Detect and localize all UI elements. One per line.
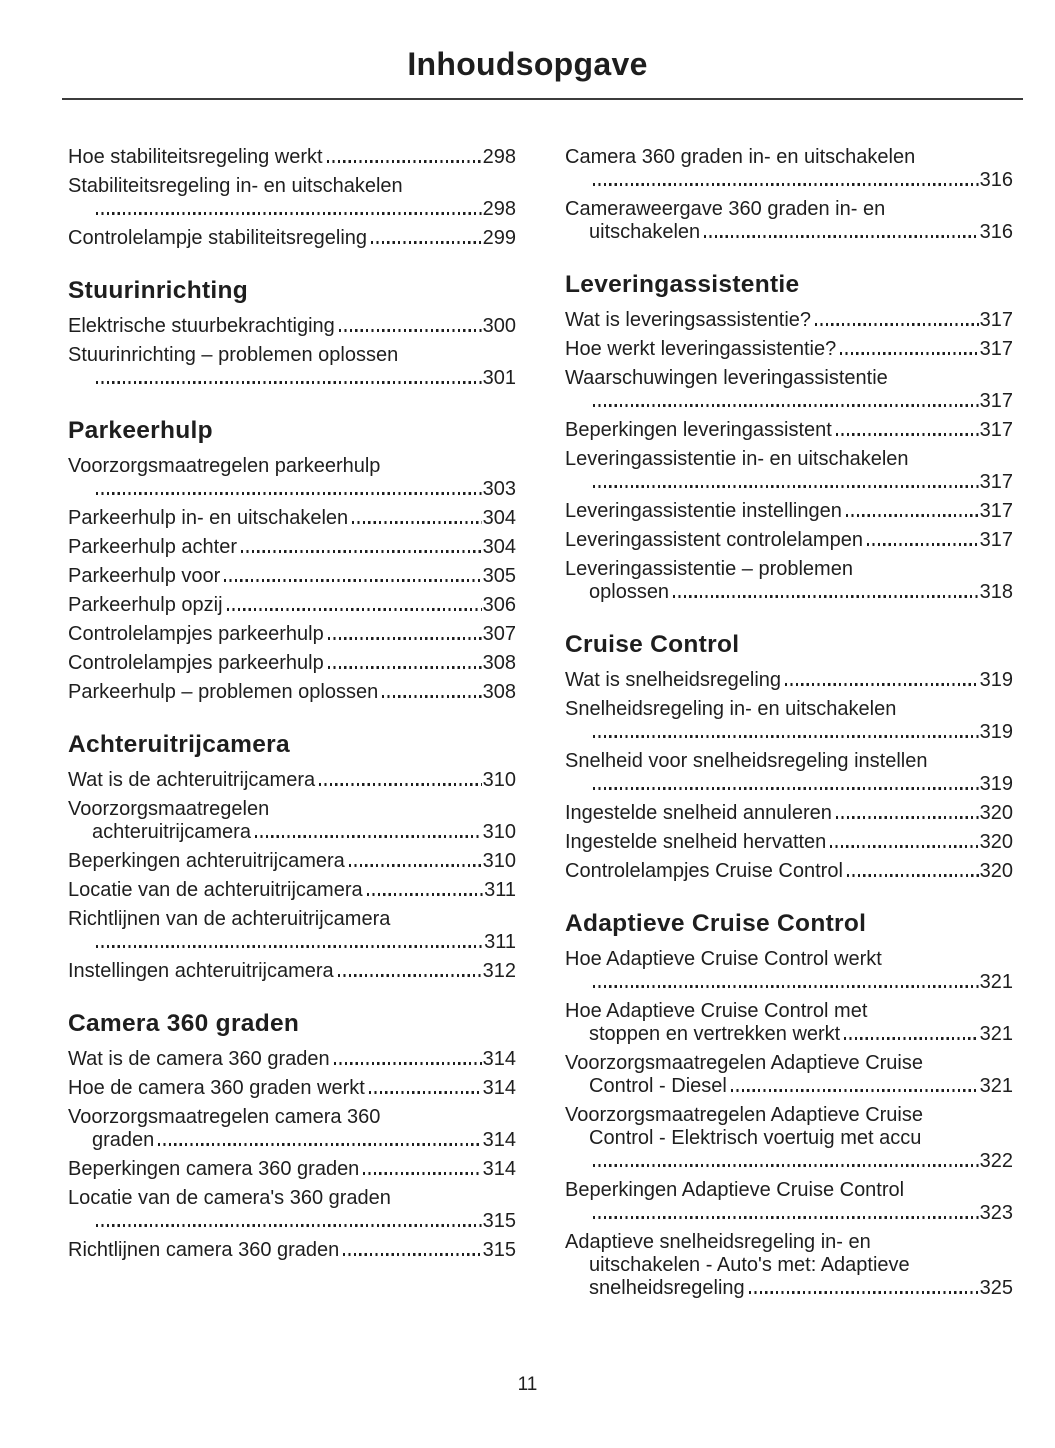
toc-entry-text: Locatie van de achteruitrijcamera	[68, 879, 363, 901]
dot-leader	[224, 579, 481, 582]
toc-line	[565, 558, 1013, 581]
dot-leader	[844, 1037, 978, 1040]
toc-entry-text: Stabiliteitsregeling in- en uitschakelen	[68, 175, 403, 197]
toc-entry-page: 298	[482, 198, 516, 220]
toc-entry-page: 310	[482, 850, 516, 872]
toc-line	[68, 821, 516, 844]
toc-entry-page: 304	[482, 507, 516, 529]
toc-entry-page: 304	[482, 536, 516, 558]
toc-line	[565, 1179, 1013, 1202]
toc-entry-text: Ingestelde snelheid annuleren	[565, 802, 832, 824]
toc-entry-text: Hoe Adaptieve Cruise Control met	[565, 1000, 868, 1022]
toc-entry-text: Beperkingen leveringassistent	[565, 419, 832, 441]
toc-entry	[68, 1106, 516, 1152]
toc-line	[565, 831, 1013, 854]
toc-entry	[565, 309, 1013, 332]
toc-line	[565, 1150, 1013, 1173]
toc-line	[68, 879, 516, 902]
dot-leader	[158, 1143, 481, 1146]
toc-line	[565, 367, 1013, 390]
toc-entry-text: Wat is de camera 360 graden	[68, 1048, 330, 1070]
toc-entry	[565, 198, 1013, 244]
toc-entry-text: snelheidsregeling	[589, 1277, 745, 1299]
toc-entry	[565, 669, 1013, 692]
toc-entry-page: 318	[979, 581, 1013, 603]
toc-entry-text: Voorzorgsmaatregelen	[68, 798, 270, 820]
dot-leader	[343, 1253, 481, 1256]
toc-line	[68, 1077, 516, 1100]
toc-entry-text: Ingestelde snelheid hervatten	[565, 831, 827, 853]
toc-line	[565, 669, 1013, 692]
toc-entry-text: Wat is snelheidsregeling	[565, 669, 782, 691]
toc-entry	[565, 948, 1013, 994]
toc-line	[565, 146, 1013, 169]
toc-entry	[565, 419, 1013, 442]
toc-entry-text: Controlelampje stabiliteitsregeling	[68, 227, 368, 249]
toc-line	[68, 315, 516, 338]
toc-line	[68, 536, 516, 559]
toc-columns	[0, 146, 1055, 1306]
toc-entry-page: 301	[482, 367, 516, 389]
toc-entry	[68, 1239, 516, 1262]
dot-leader	[593, 787, 979, 790]
toc-entry-text: oplossen	[589, 581, 670, 603]
dot-leader	[369, 1091, 482, 1094]
toc-entry-text: Wat is leveringsassistentie?	[565, 309, 812, 331]
toc-entry-page: 305	[482, 565, 516, 587]
toc-entry-page: 311	[484, 879, 516, 901]
toc-line	[565, 169, 1013, 192]
dot-leader	[338, 974, 482, 977]
dot-leader	[382, 695, 481, 698]
toc-entry-page: 317	[979, 338, 1013, 360]
toc-line	[68, 850, 516, 873]
dot-leader	[255, 835, 482, 838]
page-title: Inhoudsopgave	[407, 46, 648, 82]
toc-entry	[68, 315, 516, 338]
toc-entry-page: 320	[979, 831, 1013, 853]
toc-entry	[68, 960, 516, 983]
dot-leader	[846, 514, 979, 517]
dot-leader	[96, 381, 482, 384]
toc-entry-text: Beperkingen achteruitrijcamera	[68, 850, 345, 872]
toc-entry-text: Hoe de camera 360 graden werkt	[68, 1077, 365, 1099]
toc-line	[565, 721, 1013, 744]
section-heading: Stuurinrichting	[68, 277, 249, 304]
toc-entry-page: 316	[979, 169, 1013, 191]
dot-leader	[593, 183, 979, 186]
toc-entry	[68, 344, 516, 390]
toc-entry-text: Voorzorgsmaatregelen Adaptieve Cruise	[565, 1052, 923, 1074]
toc-entry-text: Parkeerhulp achter	[68, 536, 237, 558]
toc-entry-text: Adaptieve snelheidsregeling in- en	[565, 1231, 871, 1253]
toc-entry	[68, 1048, 516, 1071]
toc-line	[68, 681, 516, 704]
toc-entry-text: Leveringassistentie – problemen	[565, 558, 853, 580]
toc-entry-page: 317	[979, 471, 1013, 493]
dot-leader	[836, 816, 979, 819]
toc-entry-page: 322	[979, 1150, 1013, 1172]
toc-entry-text: achteruitrijcamera	[92, 821, 251, 843]
toc-line	[68, 198, 516, 221]
toc-entry-text: Parkeerhulp opzij	[68, 594, 223, 616]
toc-line	[68, 623, 516, 646]
toc-entry-page: 317	[979, 309, 1013, 331]
toc-line	[68, 507, 516, 530]
toc-entry-page: 319	[979, 773, 1013, 795]
toc-entry	[68, 623, 516, 646]
toc-line	[565, 419, 1013, 442]
toc-entry-page: 323	[979, 1202, 1013, 1224]
toc-line	[565, 198, 1013, 221]
toc-entry-page: 306	[482, 594, 516, 616]
toc-entry-text: Voorzorgsmaatregelen parkeerhulp	[68, 455, 381, 477]
toc-entry	[565, 1104, 1013, 1173]
toc-entry	[565, 802, 1013, 825]
toc-entry-text: Hoe stabiliteitsregeling werkt	[68, 146, 323, 168]
dot-leader	[367, 893, 484, 896]
toc-entry-page: 319	[979, 669, 1013, 691]
dot-leader	[593, 985, 979, 988]
dot-leader	[840, 352, 978, 355]
toc-entry-text: Richtlijnen camera 360 graden	[68, 1239, 340, 1261]
toc-line	[68, 652, 516, 675]
toc-line	[565, 529, 1013, 552]
toc-entry	[565, 367, 1013, 413]
toc-line	[68, 1158, 516, 1181]
dot-leader	[749, 1291, 979, 1294]
toc-entry	[68, 1077, 516, 1100]
toc-entry-text: Leveringassistentie instellingen	[565, 500, 842, 522]
toc-entry	[68, 681, 516, 704]
title-divider	[62, 98, 1023, 100]
dot-leader	[731, 1089, 979, 1092]
toc-line	[68, 1239, 516, 1262]
toc-line	[68, 769, 516, 792]
toc-entry-text: Hoe werkt leveringassistentie?	[565, 338, 837, 360]
toc-entry-page: 321	[979, 1023, 1013, 1045]
toc-entry	[68, 652, 516, 675]
toc-line	[565, 773, 1013, 796]
toc-entry	[68, 146, 516, 169]
toc-entry-page: 316	[979, 221, 1013, 243]
toc-entry-text: Cameraweergave 360 graden in- en	[565, 198, 886, 220]
toc-line	[565, 698, 1013, 721]
toc-line	[565, 390, 1013, 413]
toc-line	[565, 1000, 1013, 1023]
toc-entry-text: Stuurinrichting – problemen oplossen	[68, 344, 399, 366]
toc-line	[565, 309, 1013, 332]
dot-leader	[241, 550, 482, 553]
toc-entry	[68, 908, 516, 954]
dot-leader	[593, 1164, 979, 1167]
dot-leader	[867, 543, 979, 546]
section-heading: Leveringassistentie	[565, 271, 800, 298]
dot-leader	[836, 433, 979, 436]
toc-entry-text: Controlelampjes parkeerhulp	[68, 623, 324, 645]
toc-entry-text: Locatie van de camera's 360 graden	[68, 1187, 391, 1209]
dot-leader	[96, 945, 483, 948]
toc-line	[68, 960, 516, 983]
dot-leader	[593, 1216, 979, 1219]
toc-line	[68, 1106, 516, 1129]
toc-entry-text: Hoe Adaptieve Cruise Control werkt	[565, 948, 882, 970]
toc-line	[68, 565, 516, 588]
toc-entry	[68, 507, 516, 530]
toc-entry-text: Snelheidsregeling in- en uitschakelen	[565, 698, 897, 720]
toc-entry-page: 320	[979, 802, 1013, 824]
toc-entry	[565, 448, 1013, 494]
toc-entry-page: 319	[979, 721, 1013, 743]
page-number: 11	[517, 1374, 538, 1395]
toc-entry-text: uitschakelen - Auto's met: Adaptieve	[589, 1254, 910, 1276]
section-heading: Parkeerhulp	[68, 417, 213, 444]
dot-leader	[704, 235, 978, 238]
toc-entry	[565, 1179, 1013, 1225]
toc-entry-text: Parkeerhulp voor	[68, 565, 221, 587]
dot-leader	[96, 1224, 482, 1227]
toc-line	[565, 500, 1013, 523]
toc-entry	[565, 529, 1013, 552]
toc-entry	[68, 536, 516, 559]
toc-entry-text: Voorzorgsmaatregelen camera 360	[68, 1106, 381, 1128]
toc-line	[565, 860, 1013, 883]
toc-entry-page: 303	[482, 478, 516, 500]
toc-entry-page: 315	[482, 1210, 516, 1232]
toc-line	[565, 1104, 1013, 1127]
toc-entry-text: Voorzorgsmaatregelen Adaptieve Cruise	[565, 1104, 923, 1126]
dot-leader	[96, 212, 482, 215]
dot-leader	[673, 595, 979, 598]
toc-entry	[68, 798, 516, 844]
toc-entry-text: Instellingen achteruitrijcamera	[68, 960, 334, 982]
dot-leader	[328, 666, 482, 669]
dot-leader	[96, 492, 482, 495]
toc-entry-page: 314	[482, 1077, 516, 1099]
toc-entry-text: Beperkingen camera 360 graden	[68, 1158, 360, 1180]
toc-line	[565, 1127, 1013, 1150]
toc-line	[68, 478, 516, 501]
toc-entry-page: 307	[482, 623, 516, 645]
toc-entry-page: 317	[979, 419, 1013, 441]
toc-entry-page: 300	[482, 315, 516, 337]
toc-entry-page: 308	[482, 652, 516, 674]
toc-entry-page: 314	[482, 1048, 516, 1070]
toc-line	[68, 146, 516, 169]
toc-entry-text: Camera 360 graden in- en uitschakelen	[565, 146, 916, 168]
toc-entry	[565, 338, 1013, 361]
toc-line	[565, 1023, 1013, 1046]
toc-entry-text: Waarschuwingen leveringassistentie	[565, 367, 888, 389]
toc-line	[68, 367, 516, 390]
toc-line	[565, 471, 1013, 494]
toc-entry	[565, 1052, 1013, 1098]
toc-entry-text: Beperkingen Adaptieve Cruise Control	[565, 1179, 905, 1201]
toc-entry	[565, 1231, 1013, 1300]
toc-line	[68, 455, 516, 478]
toc-line	[565, 948, 1013, 971]
toc-entry-text: Wat is de achteruitrijcamera	[68, 769, 316, 791]
toc-entry	[565, 146, 1013, 192]
toc-entry-text: Controlelampjes parkeerhulp	[68, 652, 324, 674]
dot-leader	[328, 637, 482, 640]
toc-entry-page: 298	[482, 146, 516, 168]
dot-leader	[815, 323, 979, 326]
toc-entry-text: Leveringassistentie in- en uitschakelen	[565, 448, 909, 470]
section-heading: Cruise Control	[565, 631, 740, 658]
dot-leader	[339, 329, 482, 332]
toc-line	[565, 802, 1013, 825]
toc-line	[565, 221, 1013, 244]
toc-line	[68, 1048, 516, 1071]
section-heading: Camera 360 graden	[68, 1010, 300, 1037]
toc-entry-page: 310	[482, 769, 516, 791]
section-heading: Achteruitrijcamera	[68, 731, 290, 758]
toc-entry	[565, 500, 1013, 523]
toc-line	[68, 798, 516, 821]
toc-entry-page: 321	[979, 971, 1013, 993]
dot-leader	[349, 864, 482, 867]
section-heading: Adaptieve Cruise Control	[565, 910, 867, 937]
toc-entry	[565, 1000, 1013, 1046]
toc-entry-text: Parkeerhulp in- en uitschakelen	[68, 507, 349, 529]
toc-line	[565, 1254, 1013, 1277]
dot-leader	[593, 404, 979, 407]
toc-entry	[565, 831, 1013, 854]
toc-entry	[68, 879, 516, 902]
toc-entry-page: 310	[482, 821, 516, 843]
toc-entry-page: 299	[482, 227, 516, 249]
toc-entry	[68, 1158, 516, 1181]
toc-entry	[565, 860, 1013, 883]
toc-entry	[68, 594, 516, 617]
toc-entry-page: 314	[482, 1129, 516, 1151]
toc-entry-text: Leveringassistent controlelampen	[565, 529, 863, 551]
dot-leader	[334, 1062, 482, 1065]
toc-column-left	[68, 146, 516, 1306]
toc-line	[68, 1187, 516, 1210]
toc-entry-text: Parkeerhulp – problemen oplossen	[68, 681, 379, 703]
toc-line	[565, 1075, 1013, 1098]
toc-entry-page: 317	[979, 529, 1013, 551]
toc-line	[68, 227, 516, 250]
toc-entry	[565, 558, 1013, 604]
dot-leader	[363, 1172, 481, 1175]
toc-entry-text: Snelheid voor snelheidsregeling instellen	[565, 750, 928, 772]
dot-leader	[830, 845, 978, 848]
toc-entry-text: Controlelampjes Cruise Control	[565, 860, 843, 882]
toc-entry-page: 317	[979, 390, 1013, 412]
toc-entry	[565, 698, 1013, 744]
toc-entry-page: 311	[484, 931, 516, 953]
dot-leader	[785, 683, 979, 686]
toc-line	[565, 750, 1013, 773]
toc-entry-page: 317	[979, 500, 1013, 522]
toc-line	[68, 1210, 516, 1233]
toc-entry-text: Control - Diesel	[589, 1075, 727, 1097]
toc-line	[68, 1129, 516, 1152]
toc-entry	[68, 455, 516, 501]
toc-entry	[68, 850, 516, 873]
dot-leader	[371, 241, 482, 244]
toc-line	[68, 175, 516, 198]
toc-entry-text: Elektrische stuurbekrachtiging	[68, 315, 335, 337]
toc-entry-text: Richtlijnen van de achteruitrijcamera	[68, 908, 391, 930]
toc-entry-text: Control - Elektrisch voertuig met accu	[589, 1127, 922, 1149]
toc-line	[68, 908, 516, 931]
toc-entry	[68, 565, 516, 588]
dot-leader	[319, 783, 482, 786]
toc-entry-text: stoppen en vertrekken werkt	[589, 1023, 841, 1045]
toc-entry-page: 308	[482, 681, 516, 703]
toc-line	[565, 1202, 1013, 1225]
toc-line	[565, 338, 1013, 361]
toc-entry-page: 314	[482, 1158, 516, 1180]
toc-line	[68, 594, 516, 617]
toc-entry	[68, 175, 516, 221]
toc-column-right	[565, 146, 1013, 1306]
toc-entry-page: 320	[979, 860, 1013, 882]
dot-leader	[327, 160, 482, 163]
toc-line	[565, 971, 1013, 994]
toc-line	[68, 344, 516, 367]
toc-entry-page: 312	[482, 960, 516, 982]
toc-line	[565, 1052, 1013, 1075]
dot-leader	[593, 485, 979, 488]
toc-entry-page: 321	[979, 1075, 1013, 1097]
toc-entry	[68, 1187, 516, 1233]
toc-entry	[565, 750, 1013, 796]
toc-entry-text: graden	[92, 1129, 155, 1151]
toc-entry-page: 315	[482, 1239, 516, 1261]
toc-entry	[68, 227, 516, 250]
toc-line	[565, 1231, 1013, 1254]
toc-entry	[68, 769, 516, 792]
dot-leader	[227, 608, 482, 611]
toc-entry-text: uitschakelen	[589, 221, 701, 243]
toc-line	[565, 581, 1013, 604]
toc-line	[565, 1277, 1013, 1300]
dot-leader	[847, 874, 979, 877]
dot-leader	[593, 735, 979, 738]
dot-leader	[352, 521, 481, 524]
toc-line	[565, 448, 1013, 471]
toc-entry-page: 325	[979, 1277, 1013, 1299]
toc-line	[68, 931, 516, 954]
